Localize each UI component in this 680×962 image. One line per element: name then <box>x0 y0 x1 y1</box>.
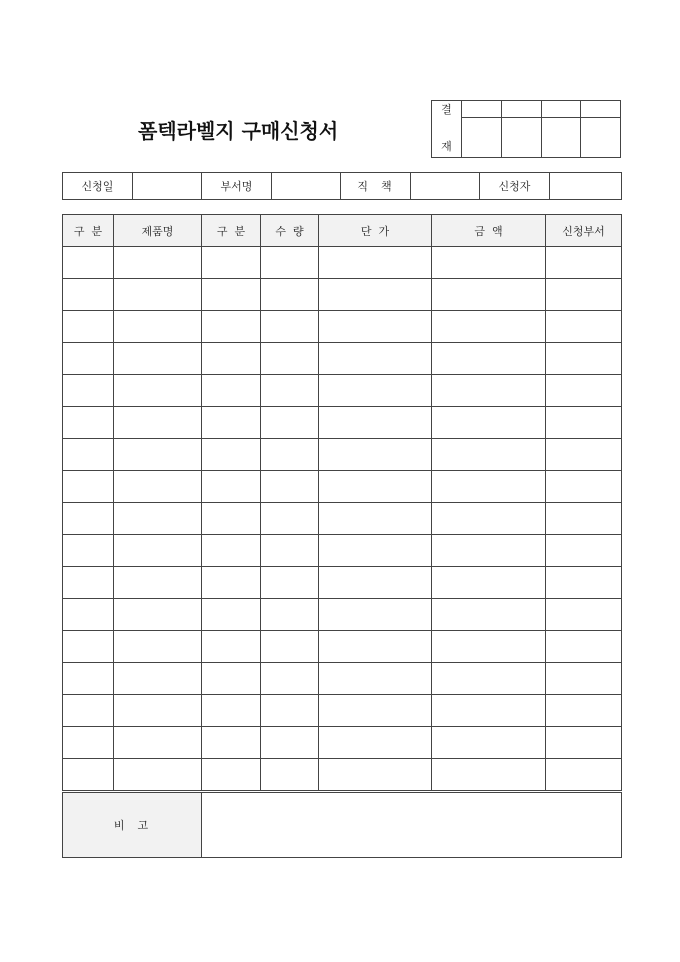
table-cell[interactable] <box>546 727 622 759</box>
column-header: 신청부서 <box>546 215 622 247</box>
table-row <box>63 439 622 471</box>
table-cell[interactable] <box>261 727 319 759</box>
table-cell[interactable] <box>63 727 114 759</box>
table-cell[interactable] <box>546 279 622 311</box>
approval-slot[interactable] <box>462 101 502 118</box>
table-cell[interactable] <box>319 663 432 695</box>
table-cell[interactable] <box>432 567 546 599</box>
table-cell[interactable] <box>261 407 319 439</box>
table-cell[interactable] <box>261 471 319 503</box>
table-cell[interactable] <box>114 247 202 279</box>
table-cell[interactable] <box>319 695 432 727</box>
table-cell[interactable] <box>546 471 622 503</box>
table-cell[interactable] <box>319 759 432 792</box>
table-cell[interactable] <box>202 759 261 792</box>
table-cell[interactable] <box>202 631 261 663</box>
table-row <box>63 279 622 311</box>
table-cell[interactable] <box>114 503 202 535</box>
table-cell[interactable] <box>546 599 622 631</box>
approval-box <box>431 100 621 158</box>
table-cell[interactable] <box>63 503 114 535</box>
table-header-row <box>63 215 622 247</box>
approval-signature[interactable] <box>462 118 502 158</box>
applicant-info-row <box>62 172 622 200</box>
table-cell[interactable] <box>261 311 319 343</box>
table-cell[interactable] <box>114 695 202 727</box>
table-cell[interactable] <box>261 599 319 631</box>
approval-slot[interactable] <box>581 101 621 118</box>
position-label: 직 책 <box>341 173 411 200</box>
table-cell[interactable] <box>546 503 622 535</box>
table-cell[interactable] <box>202 535 261 567</box>
remark-label: 비 고 <box>63 792 202 858</box>
column-header: 단 가 <box>319 215 432 247</box>
table-cell[interactable] <box>319 471 432 503</box>
document-title: 폼텍라벨지 구매신청서 <box>138 119 339 143</box>
dept-label: 부서명 <box>202 173 272 200</box>
table-cell[interactable] <box>63 599 114 631</box>
table-cell[interactable] <box>546 247 622 279</box>
column-header: 구 분 <box>63 215 114 247</box>
table-row <box>63 535 622 567</box>
table-cell[interactable] <box>261 631 319 663</box>
table-cell[interactable] <box>319 727 432 759</box>
table-cell[interactable] <box>319 535 432 567</box>
purchase-table <box>62 214 622 858</box>
date-field[interactable] <box>133 173 202 200</box>
table-cell[interactable] <box>114 439 202 471</box>
table-cell[interactable] <box>114 375 202 407</box>
table-cell[interactable] <box>202 663 261 695</box>
table-cell[interactable] <box>202 407 261 439</box>
table-cell[interactable] <box>114 471 202 503</box>
table-cell[interactable] <box>546 375 622 407</box>
table-cell[interactable] <box>63 663 114 695</box>
table-row <box>63 727 622 759</box>
table-cell[interactable] <box>202 247 261 279</box>
table-cell[interactable] <box>63 471 114 503</box>
table-cell[interactable] <box>261 663 319 695</box>
table-row <box>63 503 622 535</box>
position-field[interactable] <box>411 173 480 200</box>
table-cell[interactable] <box>319 439 432 471</box>
table-cell[interactable] <box>202 439 261 471</box>
table-cell[interactable] <box>261 695 319 727</box>
table-cell[interactable] <box>63 375 114 407</box>
table-cell[interactable] <box>319 311 432 343</box>
table-row <box>63 247 622 279</box>
table-cell[interactable] <box>546 631 622 663</box>
table-cell[interactable] <box>114 599 202 631</box>
table-cell[interactable] <box>261 567 319 599</box>
table-cell[interactable] <box>319 567 432 599</box>
table-cell[interactable] <box>432 599 546 631</box>
table-cell[interactable] <box>114 631 202 663</box>
applicant-field[interactable] <box>550 173 622 200</box>
approval-signature[interactable] <box>581 118 621 158</box>
table-cell[interactable] <box>261 375 319 407</box>
table-cell[interactable] <box>261 343 319 375</box>
table-row <box>63 759 622 792</box>
table-cell[interactable] <box>546 343 622 375</box>
table-cell[interactable] <box>114 663 202 695</box>
table-row <box>63 375 622 407</box>
column-header: 제품명 <box>114 215 202 247</box>
table-cell[interactable] <box>202 695 261 727</box>
table-cell[interactable] <box>546 407 622 439</box>
table-cell[interactable] <box>546 695 622 727</box>
approval-slot[interactable] <box>501 101 541 118</box>
table-cell[interactable] <box>319 343 432 375</box>
table-cell[interactable] <box>202 503 261 535</box>
column-header: 금 액 <box>432 215 546 247</box>
column-header: 수 량 <box>261 215 319 247</box>
table-cell[interactable] <box>261 535 319 567</box>
table-cell[interactable] <box>202 343 261 375</box>
table-row <box>63 663 622 695</box>
table-cell[interactable] <box>432 695 546 727</box>
table-cell[interactable] <box>63 247 114 279</box>
table-cell[interactable] <box>432 471 546 503</box>
table-cell[interactable] <box>432 375 546 407</box>
table-cell[interactable] <box>114 311 202 343</box>
approval-label-top: 결 <box>432 101 462 118</box>
table-cell[interactable] <box>63 759 114 792</box>
table-row <box>63 311 622 343</box>
table-cell[interactable] <box>546 311 622 343</box>
table-cell[interactable] <box>261 759 319 792</box>
table-cell[interactable] <box>63 567 114 599</box>
column-header: 구 분 <box>202 215 261 247</box>
table-row <box>63 695 622 727</box>
table-cell[interactable] <box>261 503 319 535</box>
table-row <box>63 407 622 439</box>
table-cell[interactable] <box>202 727 261 759</box>
table-cell[interactable] <box>63 439 114 471</box>
dept-field[interactable] <box>272 173 341 200</box>
table-cell[interactable] <box>114 535 202 567</box>
applicant-label: 신청자 <box>480 173 550 200</box>
table-cell[interactable] <box>546 663 622 695</box>
table-cell[interactable] <box>63 343 114 375</box>
table-cell[interactable] <box>432 503 546 535</box>
table-cell[interactable] <box>63 535 114 567</box>
table-cell[interactable] <box>432 727 546 759</box>
table-cell[interactable] <box>261 439 319 471</box>
table-cell[interactable] <box>319 279 432 311</box>
date-label: 신청일 <box>63 173 133 200</box>
table-row <box>63 631 622 663</box>
table-row <box>63 599 622 631</box>
table-cell[interactable] <box>261 247 319 279</box>
table-cell[interactable] <box>63 631 114 663</box>
table-cell[interactable] <box>261 279 319 311</box>
table-cell[interactable] <box>319 247 432 279</box>
table-cell[interactable] <box>319 375 432 407</box>
table-cell[interactable] <box>432 247 546 279</box>
table-cell[interactable] <box>114 759 202 792</box>
approval-signature[interactable] <box>501 118 541 158</box>
table-row <box>63 567 622 599</box>
table-cell[interactable] <box>63 407 114 439</box>
table-cell[interactable] <box>319 503 432 535</box>
table-row <box>63 343 622 375</box>
table-cell[interactable] <box>114 567 202 599</box>
approval-label-bottom: 재 <box>432 118 462 158</box>
table-cell[interactable] <box>546 535 622 567</box>
approval-slot[interactable] <box>541 101 581 118</box>
remark-row <box>63 792 622 858</box>
remark-field[interactable] <box>202 792 622 858</box>
table-cell[interactable] <box>63 695 114 727</box>
table-cell[interactable] <box>432 343 546 375</box>
table-cell[interactable] <box>546 759 622 792</box>
table-cell[interactable] <box>432 535 546 567</box>
table-cell[interactable] <box>432 663 546 695</box>
table-cell[interactable] <box>114 407 202 439</box>
table-cell[interactable] <box>63 311 114 343</box>
table-cell[interactable] <box>432 439 546 471</box>
table-cell[interactable] <box>432 759 546 792</box>
table-cell[interactable] <box>114 727 202 759</box>
approval-signature[interactable] <box>541 118 581 158</box>
table-row <box>63 471 622 503</box>
table-cell[interactable] <box>432 407 546 439</box>
table-cell[interactable] <box>202 311 261 343</box>
table-cell[interactable] <box>546 439 622 471</box>
table-cell[interactable] <box>202 375 261 407</box>
table-cell[interactable] <box>202 599 261 631</box>
table-cell[interactable] <box>114 343 202 375</box>
table-cell[interactable] <box>432 631 546 663</box>
table-cell[interactable] <box>546 567 622 599</box>
table-cell[interactable] <box>114 279 202 311</box>
table-cell[interactable] <box>202 471 261 503</box>
table-cell[interactable] <box>432 311 546 343</box>
table-cell[interactable] <box>319 599 432 631</box>
table-cell[interactable] <box>432 279 546 311</box>
table-cell[interactable] <box>202 279 261 311</box>
table-cell[interactable] <box>63 279 114 311</box>
table-cell[interactable] <box>202 567 261 599</box>
table-cell[interactable] <box>319 407 432 439</box>
table-cell[interactable] <box>319 631 432 663</box>
